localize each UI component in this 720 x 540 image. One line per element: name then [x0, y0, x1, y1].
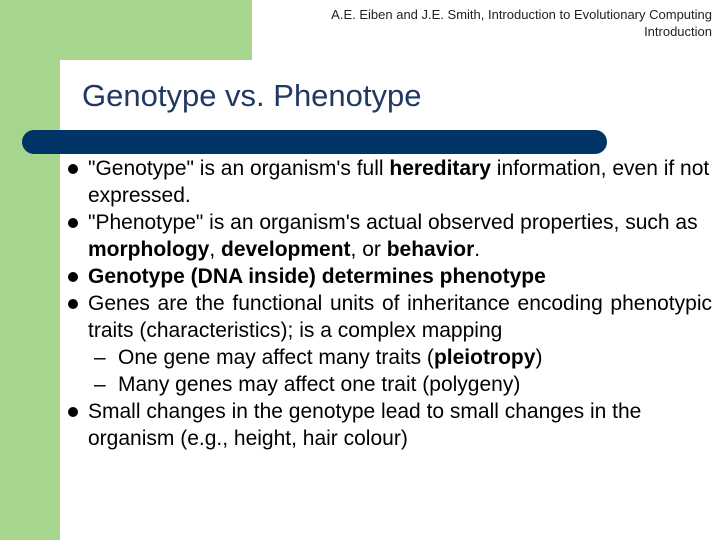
sub-bullet-text: Many genes may affect one trait (polygeny)	[118, 373, 521, 396]
bullet-dot-icon	[68, 164, 78, 174]
bullet-small-changes	[60, 398, 712, 452]
bullet-phenotype	[60, 209, 712, 263]
bullet-dot-icon	[68, 299, 78, 309]
header-section: Introduction	[644, 24, 712, 39]
bullet-text: information, even if not expressed.	[88, 157, 710, 207]
bullet-text: Genotype (DNA inside) determines phenotype	[88, 265, 546, 288]
title-rule	[22, 130, 607, 154]
sub-bullet-text: )	[535, 346, 543, 369]
bullet-genotype	[60, 155, 712, 209]
bullet-bold-term: development	[221, 238, 351, 261]
bullet-genes	[60, 290, 712, 398]
top-accent-block	[0, 0, 252, 60]
slide-header	[331, 6, 712, 40]
sub-bullet-list	[88, 344, 712, 398]
sub-bullet-bold-term: pleiotropy	[433, 346, 536, 369]
bullet-dna	[60, 263, 712, 290]
bullet-list	[60, 155, 712, 452]
bullet-bold-term: behavior	[386, 238, 475, 261]
sub-bullet-text: One gene may affect many traits (	[118, 346, 434, 369]
dash-icon: –	[94, 346, 106, 369]
bullet-bold-term: morphology	[88, 238, 210, 261]
bullet-bold-term: hereditary	[389, 157, 491, 180]
sub-bullet-pleiotropy	[88, 344, 712, 371]
bullet-text: .	[474, 238, 481, 261]
bullet-dot-icon	[68, 218, 78, 228]
bullet-text: Small changes in the genotype lead to small changes in the organism (e.g., height, hair colour)	[88, 400, 642, 450]
sub-bullet-polygeny	[88, 371, 712, 398]
bullet-text: "Genotype" is an organism's full	[88, 157, 390, 180]
dash-icon: –	[94, 373, 106, 396]
bullet-text: "Phenotype" is an organism's actual observed properties, such as	[88, 211, 698, 234]
bullet-text: Genes are the functional units of inheritance encoding phenotypic traits (characteristics); is a complex mapping	[88, 292, 712, 342]
header-source: A.E. Eiben and J.E. Smith, Introduction to Evolutionary Computing	[331, 7, 712, 22]
slide-title: Genotype vs. Phenotype	[82, 78, 422, 113]
bullet-dot-icon	[68, 407, 78, 417]
bullet-dot-icon	[68, 272, 78, 282]
bullet-text: , or	[350, 238, 387, 261]
bullet-text: ,	[209, 238, 221, 261]
left-accent-bar	[0, 0, 60, 540]
